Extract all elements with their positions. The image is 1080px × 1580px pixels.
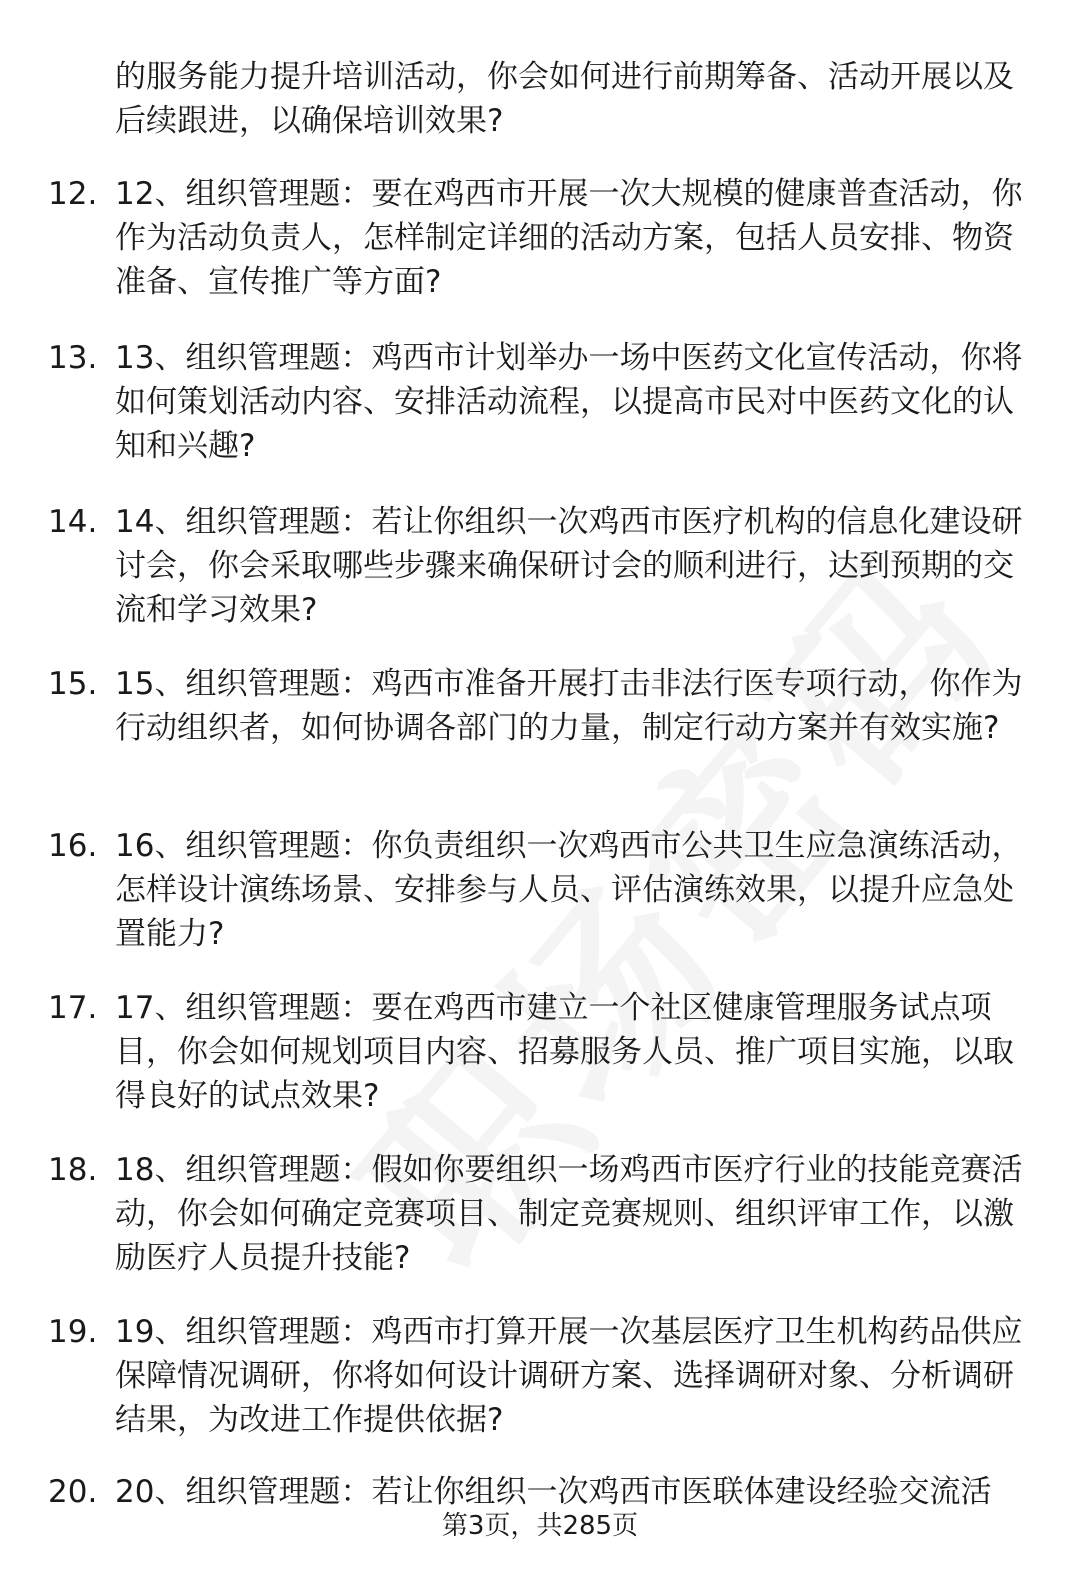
question-text: 17、组织管理题：要在鸡西市建立一个社区健康管理服务试点项目，你会如何规划项目内容、招募服务人员、推广项目实施，以取得良好的试点效果?: [115, 990, 1014, 1114]
question-number: 13.: [48, 340, 98, 376]
question-text: 19、组织管理题：鸡西市打算开展一次基层医疗卫生机构药品供应保障情况调研，你将如何设计调研方案、选择调研对象、分析调研结果，为改进工作提供依据?: [115, 1314, 1023, 1438]
question-text: 12、组织管理题：要在鸡西市开展一次大规模的健康普查活动，你作为活动负责人，怎样制定详细的活动方案，包括人员安排、物资准备、宣传推广等方面?: [115, 176, 1023, 300]
question-number: 18.: [48, 1152, 98, 1188]
continued-question-text: 的服务能力提升培训活动，你会如何进行前期筹备、活动开展以及后续跟进，以确保培训效果?: [115, 59, 1014, 139]
question-number: 19.: [48, 1314, 98, 1350]
question-number: 17.: [48, 990, 98, 1026]
question-text: 16、组织管理题：你负责组织一次鸡西市公共卫生应急演练活动，怎样设计演练场景、安排参与人员、评估演练效果，以提升应急处置能力?: [115, 828, 1023, 952]
question-text: 20、组织管理题：若让你组织一次鸡西市医联体建设经验交流活: [115, 1474, 992, 1510]
question-text: 18、组织管理题：假如你要组织一场鸡西市医疗行业的技能竞赛活动，你会如何确定竞赛项目、制定竞赛规则、组织评审工作，以激励医疗人员提升技能?: [115, 1152, 1023, 1276]
question-text: 13、组织管理题：鸡西市计划举办一场中医药文化宣传活动，你将如何策划活动内容、安排活动流程，以提高市民对中医药文化的认知和兴趣?: [115, 340, 1023, 464]
question-number: 16.: [48, 828, 98, 864]
question-text: 14、组织管理题：若让你组织一次鸡西市医疗机构的信息化建设研讨会，你会采取哪些步骤来确保研讨会的顺利进行，达到预期的交流和学习效果?: [115, 504, 1023, 628]
question-number: 14.: [48, 504, 98, 540]
question-number: 15.: [48, 666, 98, 702]
question-number: 12.: [48, 176, 98, 212]
page-footer: 第3页，共285页: [441, 1511, 639, 1541]
question-text: 15、组织管理题：鸡西市准备开展打击非法行医专项行动，你作为行动组织者，如何协调各部门的力量，制定行动方案并有效实施?: [115, 666, 1023, 746]
question-number: 20.: [48, 1474, 98, 1510]
